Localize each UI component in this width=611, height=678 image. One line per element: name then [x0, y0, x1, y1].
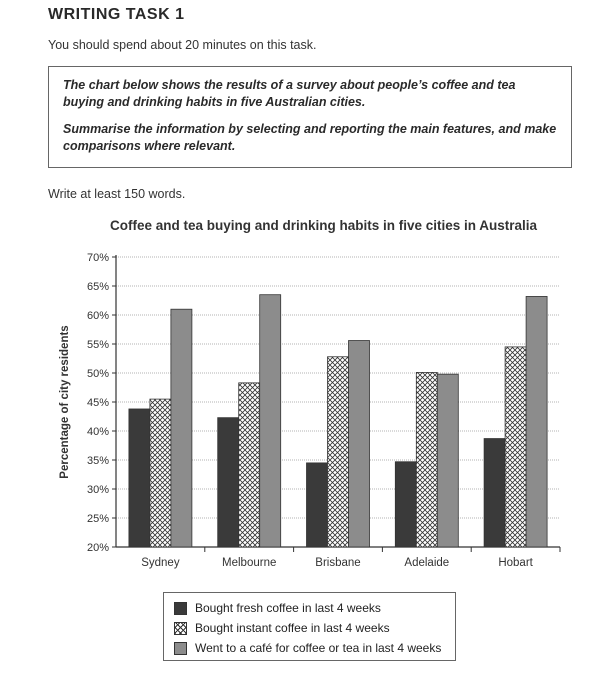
x-tick-label: Melbourne: [222, 557, 277, 569]
legend-swatch-solid-dark: [174, 602, 187, 615]
x-tick-label: Adelaide: [404, 557, 450, 569]
legend-label: Bought fresh coffee in last 4 weeks: [195, 601, 381, 615]
task-description: The chart below shows the results of a survey about people’s coffee and tea buying and drinking habits in five Australian cities.: [63, 78, 516, 109]
bar-sydney-series-3: [171, 309, 192, 547]
y-tick-label: 60%: [86, 310, 109, 322]
legend-item-instant-coffee: [174, 618, 455, 638]
x-tick-label: Sydney: [141, 557, 180, 569]
bar-melbourne-series-1: [218, 418, 239, 547]
time-instruction: You should spend about 20 minutes on this task.: [48, 38, 317, 52]
bar-brisbane-series-3: [349, 341, 370, 547]
bar-adelaide-series-1: [395, 462, 416, 547]
x-tick-label: Brisbane: [315, 557, 361, 569]
bar-brisbane-series-2: [328, 357, 349, 547]
y-tick-label: 55%: [86, 339, 109, 351]
y-tick-label: 50%: [86, 368, 109, 380]
legend-label: Went to a café for coffee or tea in last 4 weeks: [195, 641, 442, 655]
y-tick-label: 40%: [86, 426, 109, 438]
y-tick-label: 20%: [86, 542, 109, 554]
bar-sydney-series-1: [129, 409, 150, 547]
legend-item-cafe: [174, 638, 455, 658]
y-tick-label: 30%: [86, 484, 109, 496]
bar-hobart-series-1: [484, 439, 505, 547]
chart-legend: [163, 592, 456, 661]
bar-melbourne-series-2: [239, 383, 260, 547]
bar-adelaide-series-3: [437, 374, 458, 547]
y-tick-label: 65%: [86, 281, 109, 293]
legend-swatch-crosshatch: [174, 622, 187, 635]
word-count-note: Write at least 150 words.: [48, 187, 186, 201]
bar-adelaide-series-2: [416, 372, 437, 547]
y-tick-label: 45%: [86, 397, 109, 409]
x-tick-label: Hobart: [498, 557, 533, 569]
y-tick-label: 70%: [86, 252, 109, 264]
legend-label: Bought instant coffee in last 4 weeks: [195, 621, 390, 635]
bar-melbourne-series-3: [260, 295, 281, 547]
chart-title: Coffee and tea buying and drinking habits in five cities in Australia: [110, 218, 538, 233]
bar-brisbane-series-1: [307, 463, 328, 547]
legend-swatch-solid-grey: [174, 642, 187, 655]
y-tick-label: 25%: [86, 513, 109, 525]
task-instruction: Summarise the information by selecting and reporting the main features, and make comparisons where relevant.: [63, 122, 557, 153]
y-axis-label: Percentage of city residents: [59, 325, 71, 479]
bars: [129, 295, 547, 547]
bar-sydney-series-2: [150, 399, 171, 547]
task-heading: WRITING TASK 1: [48, 6, 185, 23]
bar-hobart-series-2: [505, 347, 526, 547]
y-tick-label: 35%: [86, 455, 109, 467]
bar-hobart-series-3: [526, 296, 547, 547]
legend-item-fresh-coffee: [174, 598, 455, 618]
